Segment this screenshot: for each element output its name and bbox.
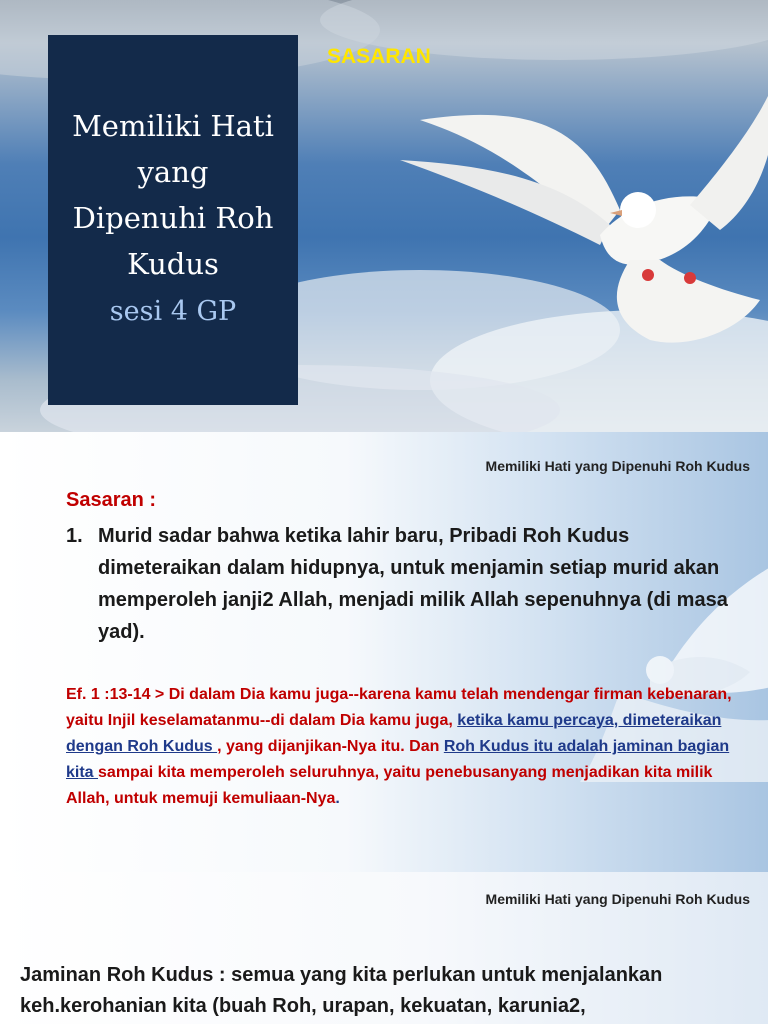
slide-2 (0, 432, 768, 872)
verse-text: sampai kita memperoleh seluruhnya, yaitu penebusanyang menjadikan kita milik Allah, untuk memuji kemuliaan-Nya (66, 764, 713, 807)
session-subtitle: sesi 4 GP (109, 296, 237, 327)
slide-3 (0, 872, 768, 1024)
title-line: yang (137, 155, 209, 189)
title-line: Kudus (127, 247, 219, 281)
list-number: 1. (66, 525, 83, 547)
verse-underlined-text: Roh Kudus itu adalah jaminan bagian kita (66, 738, 730, 781)
slide-header: Memiliki Hati yang Dipenuhi Roh Kudus (485, 458, 750, 474)
dove-image (360, 60, 768, 360)
slide-1 (0, 0, 768, 432)
verse-end: . (335, 790, 340, 807)
slide-heading: SASARAN (327, 45, 431, 68)
slide-header: Memiliki Hati yang Dipenuhi Roh Kudus (485, 891, 750, 907)
objective-label: Sasaran : (66, 489, 157, 511)
title-line: Dipenuhi Roh (72, 201, 274, 235)
verse-text: Ef. 1 :13-14 > Di dalam Dia kamu juga--karena kamu telah mendengar firman kebenaran, yaitu Injil keselamatanmu--di dalam Dia kamu juga, (66, 686, 732, 729)
objective-text: Murid sadar bahwa ketika lahir baru, Pribadi Roh Kudus dimeteraikan dalam hidupnya, untuk menjamin setiap murid akan memperoleh janji2 Allah, menjadi milik Allah sepenuhnya (di masa yad). (98, 525, 728, 643)
scripture-verse (66, 682, 746, 812)
title-box (48, 35, 298, 405)
title-line: Memiliki Hati (72, 109, 274, 143)
slide-body-text: Jaminan Roh Kudus : semua yang kita perlukan untuk menjalankan keh.kerohanian kita (buah Roh, urapan, kekuatan, karunia2, (20, 964, 663, 1017)
verse-text: , yang dijanjikan-Nya itu. Dan (217, 738, 444, 755)
objective-list-item (66, 520, 756, 648)
verse-underlined-text: ketika kamu percaya, dimeteraikan dengan Roh Kudus (66, 712, 722, 755)
